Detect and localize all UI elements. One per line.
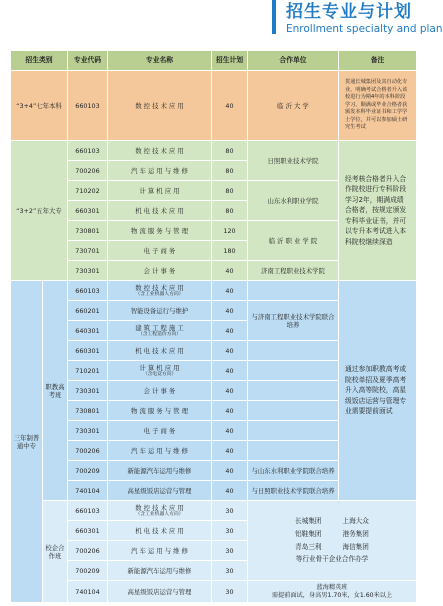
company-cell <box>248 501 417 581</box>
plan-cell: 30 <box>212 521 248 541</box>
partner-cell: 济南工程职业技术学院 <box>248 261 339 281</box>
plan-cell: 40 <box>212 481 248 501</box>
code-cell: 660103 <box>68 71 108 141</box>
partner-cell: 与山东水利职业学院联合培养 <box>248 461 339 481</box>
subgroup-cell: 校企合作班 <box>43 501 68 603</box>
major-cell: 物 流 服 务 与 管 理 <box>108 401 212 421</box>
header-accent-bar <box>272 0 276 34</box>
code-cell: 710201 <box>68 361 108 381</box>
code-cell: 660103 <box>68 281 108 301</box>
major-cell <box>108 321 212 341</box>
company-name: 青岛三利 <box>295 542 322 551</box>
plan-cell: 180 <box>212 241 248 261</box>
major-cell <box>108 501 212 521</box>
plan-cell: 30 <box>212 541 248 561</box>
column-header: 合作单位 <box>248 51 339 71</box>
remark-cell: 通过参加职教高考或院校单招及夏季高考升入高等院校，高星级饭店运营与管理专业需要提前面试 <box>339 281 417 501</box>
code-cell: 730801 <box>68 401 108 421</box>
company-line <box>249 515 415 528</box>
major-cell: 会 计 事 务 <box>108 381 212 401</box>
plan-cell: 80 <box>212 181 248 201</box>
major-cell: 电 子 商 务 <box>108 241 212 261</box>
special-class-cell <box>248 581 417 603</box>
plan-cell: 40 <box>212 301 248 321</box>
special-class-note: 需提前面试，身高男1.70米，女1.60米以上 <box>271 591 393 599</box>
code-cell: 660301 <box>68 201 108 221</box>
plan-cell: 120 <box>212 221 248 241</box>
plan-cell: 30 <box>212 561 248 581</box>
code-cell: 730301 <box>68 261 108 281</box>
company-name: 长城集团 <box>295 517 322 526</box>
partner-cell <box>248 361 339 381</box>
partner-cell <box>248 281 339 301</box>
table-row <box>11 141 417 161</box>
code-cell: 700206 <box>68 541 108 561</box>
column-header: 专业代码 <box>68 51 108 71</box>
partner-cell <box>248 401 339 421</box>
company-name: 铝鞋集团 <box>295 529 322 538</box>
major-cell: 汽 车 运 用 与 维 修 <box>108 161 212 181</box>
enrollment-table <box>10 50 417 603</box>
plan-cell: 80 <box>212 201 248 221</box>
code-cell: 730301 <box>68 421 108 441</box>
major-cell: 计 算 机 应 用 <box>108 181 212 201</box>
major-cell: 数 控 技 术 应 用 <box>108 71 212 141</box>
code-cell: 700206 <box>68 161 108 181</box>
plan-cell: 40 <box>212 321 248 341</box>
code-cell: 740104 <box>68 481 108 501</box>
page-subtitle: Enrollment specialty and plan <box>286 23 443 35</box>
major-cell: 新能源汽车运用与维修 <box>108 461 212 481</box>
page-title: 招生专业与计划 <box>286 2 412 22</box>
remark-cell: 贯通长城集团及其自动化专业，明确考试合格者升入该校进行为期4年的本科阶段学习，顺满或毕业合格者获颁发本科毕业证书和工学学士学位，并可以参加硕士研究生考试 <box>339 71 417 141</box>
code-cell: 700206 <box>68 441 108 461</box>
category-cell: 三年制普通中专 <box>11 281 43 603</box>
major-note: （含工业机器人方向） <box>135 511 184 517</box>
major-cell: 新能源汽车运用与维修 <box>108 561 212 581</box>
remark-cell: 经考核合格者升入合作院校进行专科阶段学习2年，期满成绩合格者，按规定颁发专科毕业证书，并可以专升本考试进入本科院校继续深造 <box>339 141 417 281</box>
partner-cell: 山东水利职业学院 <box>248 181 339 221</box>
category-cell: “3+2”五年大专 <box>11 141 68 281</box>
partner-cell: 日照职业技术学院 <box>248 141 339 181</box>
code-cell: 660103 <box>68 501 108 521</box>
company-line <box>249 541 415 554</box>
table-row <box>11 71 417 141</box>
category-cell: “3+4”七年本科 <box>11 71 68 141</box>
code-cell: 740104 <box>68 581 108 603</box>
major-cell: 汽 车 运 用 与 维 修 <box>108 441 212 461</box>
table-row <box>11 581 417 603</box>
plan-cell: 40 <box>212 361 248 381</box>
major-cell: 电 子 商 务 <box>108 421 212 441</box>
code-cell: 660301 <box>68 341 108 361</box>
major-cell: 机 电 技 术 应 用 <box>108 521 212 541</box>
subgroup-cell: 职教高考班 <box>43 281 68 501</box>
major-cell: 机 电 技 术 应 用 <box>108 341 212 361</box>
column-header: 招生类别 <box>11 51 68 71</box>
major-name: 数 控 技 术 应 用 <box>135 283 184 292</box>
partner-cell <box>248 441 339 461</box>
column-header: 专业名称 <box>108 51 212 71</box>
partner-cell: 临 沂 大 学 <box>248 71 339 141</box>
major-note: （含工业机器人方向） <box>135 291 184 297</box>
table-header-row <box>11 51 417 71</box>
company-tail: 等行业骨干企业合作办学 <box>295 555 369 564</box>
plan-cell: 40 <box>212 461 248 481</box>
code-cell: 730301 <box>68 381 108 401</box>
code-cell: 660301 <box>68 521 108 541</box>
major-name: 数 控 技 术 应 用 <box>135 503 184 512</box>
plan-cell: 30 <box>212 501 248 521</box>
column-header: 招生计划 <box>212 51 248 71</box>
plan-cell: 40 <box>212 261 248 281</box>
major-cell <box>108 281 212 301</box>
major-cell: 机 电 技 术 应 用 <box>108 201 212 221</box>
plan-cell: 30 <box>212 581 248 603</box>
major-note: （含电竞方向） <box>142 371 177 377</box>
table-row <box>11 501 417 521</box>
partner-cell: 临 沂 职 业 学 院 <box>248 221 339 261</box>
company-line <box>249 528 415 541</box>
major-note: （含工程造价方向） <box>137 331 182 337</box>
plan-cell: 80 <box>212 141 248 161</box>
code-cell: 700209 <box>68 561 108 581</box>
partner-cell <box>248 381 339 401</box>
company-name: 海信集团 <box>342 542 369 551</box>
code-cell: 700209 <box>68 461 108 481</box>
plan-cell: 40 <box>212 441 248 461</box>
major-cell: 高星级饭店运营与管理 <box>108 581 212 603</box>
plan-cell: 40 <box>212 381 248 401</box>
major-cell <box>108 361 212 381</box>
major-cell: 高星级饭店运营与管理 <box>108 481 212 501</box>
code-cell: 660103 <box>68 141 108 161</box>
plan-cell: 40 <box>212 71 248 141</box>
code-cell: 660201 <box>68 301 108 321</box>
partner-cell <box>248 341 339 361</box>
code-cell: 730701 <box>68 241 108 261</box>
major-cell: 物 流 服 务 与 管 理 <box>108 221 212 241</box>
plan-cell: 40 <box>212 401 248 421</box>
major-cell: 智能设备运行与维护 <box>108 301 212 321</box>
partner-cell: 与日照职业技术学院联合培养 <box>248 481 339 501</box>
major-cell: 会 计 事 务 <box>108 261 212 281</box>
major-cell: 数 控 技 术 应 用 <box>108 141 212 161</box>
major-cell: 汽 车 运 用 与 维 修 <box>108 541 212 561</box>
code-cell: 710202 <box>68 181 108 201</box>
special-class-name: 蓝海精英班 <box>316 583 348 591</box>
company-name: 港务集团 <box>342 529 369 538</box>
code-cell: 640301 <box>68 321 108 341</box>
code-cell: 730801 <box>68 221 108 241</box>
column-header: 备注 <box>339 51 417 71</box>
plan-cell: 40 <box>212 281 248 301</box>
partner-cell: 与济南工程职业技术学院联合培养 <box>248 301 339 341</box>
major-name: 计 算 机 应 用 <box>139 363 180 372</box>
table-row <box>11 281 417 301</box>
partner-cell <box>248 421 339 441</box>
major-name: 建 筑 工 程 施 工 <box>135 323 184 332</box>
plan-cell: 40 <box>212 421 248 441</box>
plan-cell: 40 <box>212 341 248 361</box>
plan-cell: 80 <box>212 161 248 181</box>
company-name: 上海大众 <box>342 517 369 526</box>
